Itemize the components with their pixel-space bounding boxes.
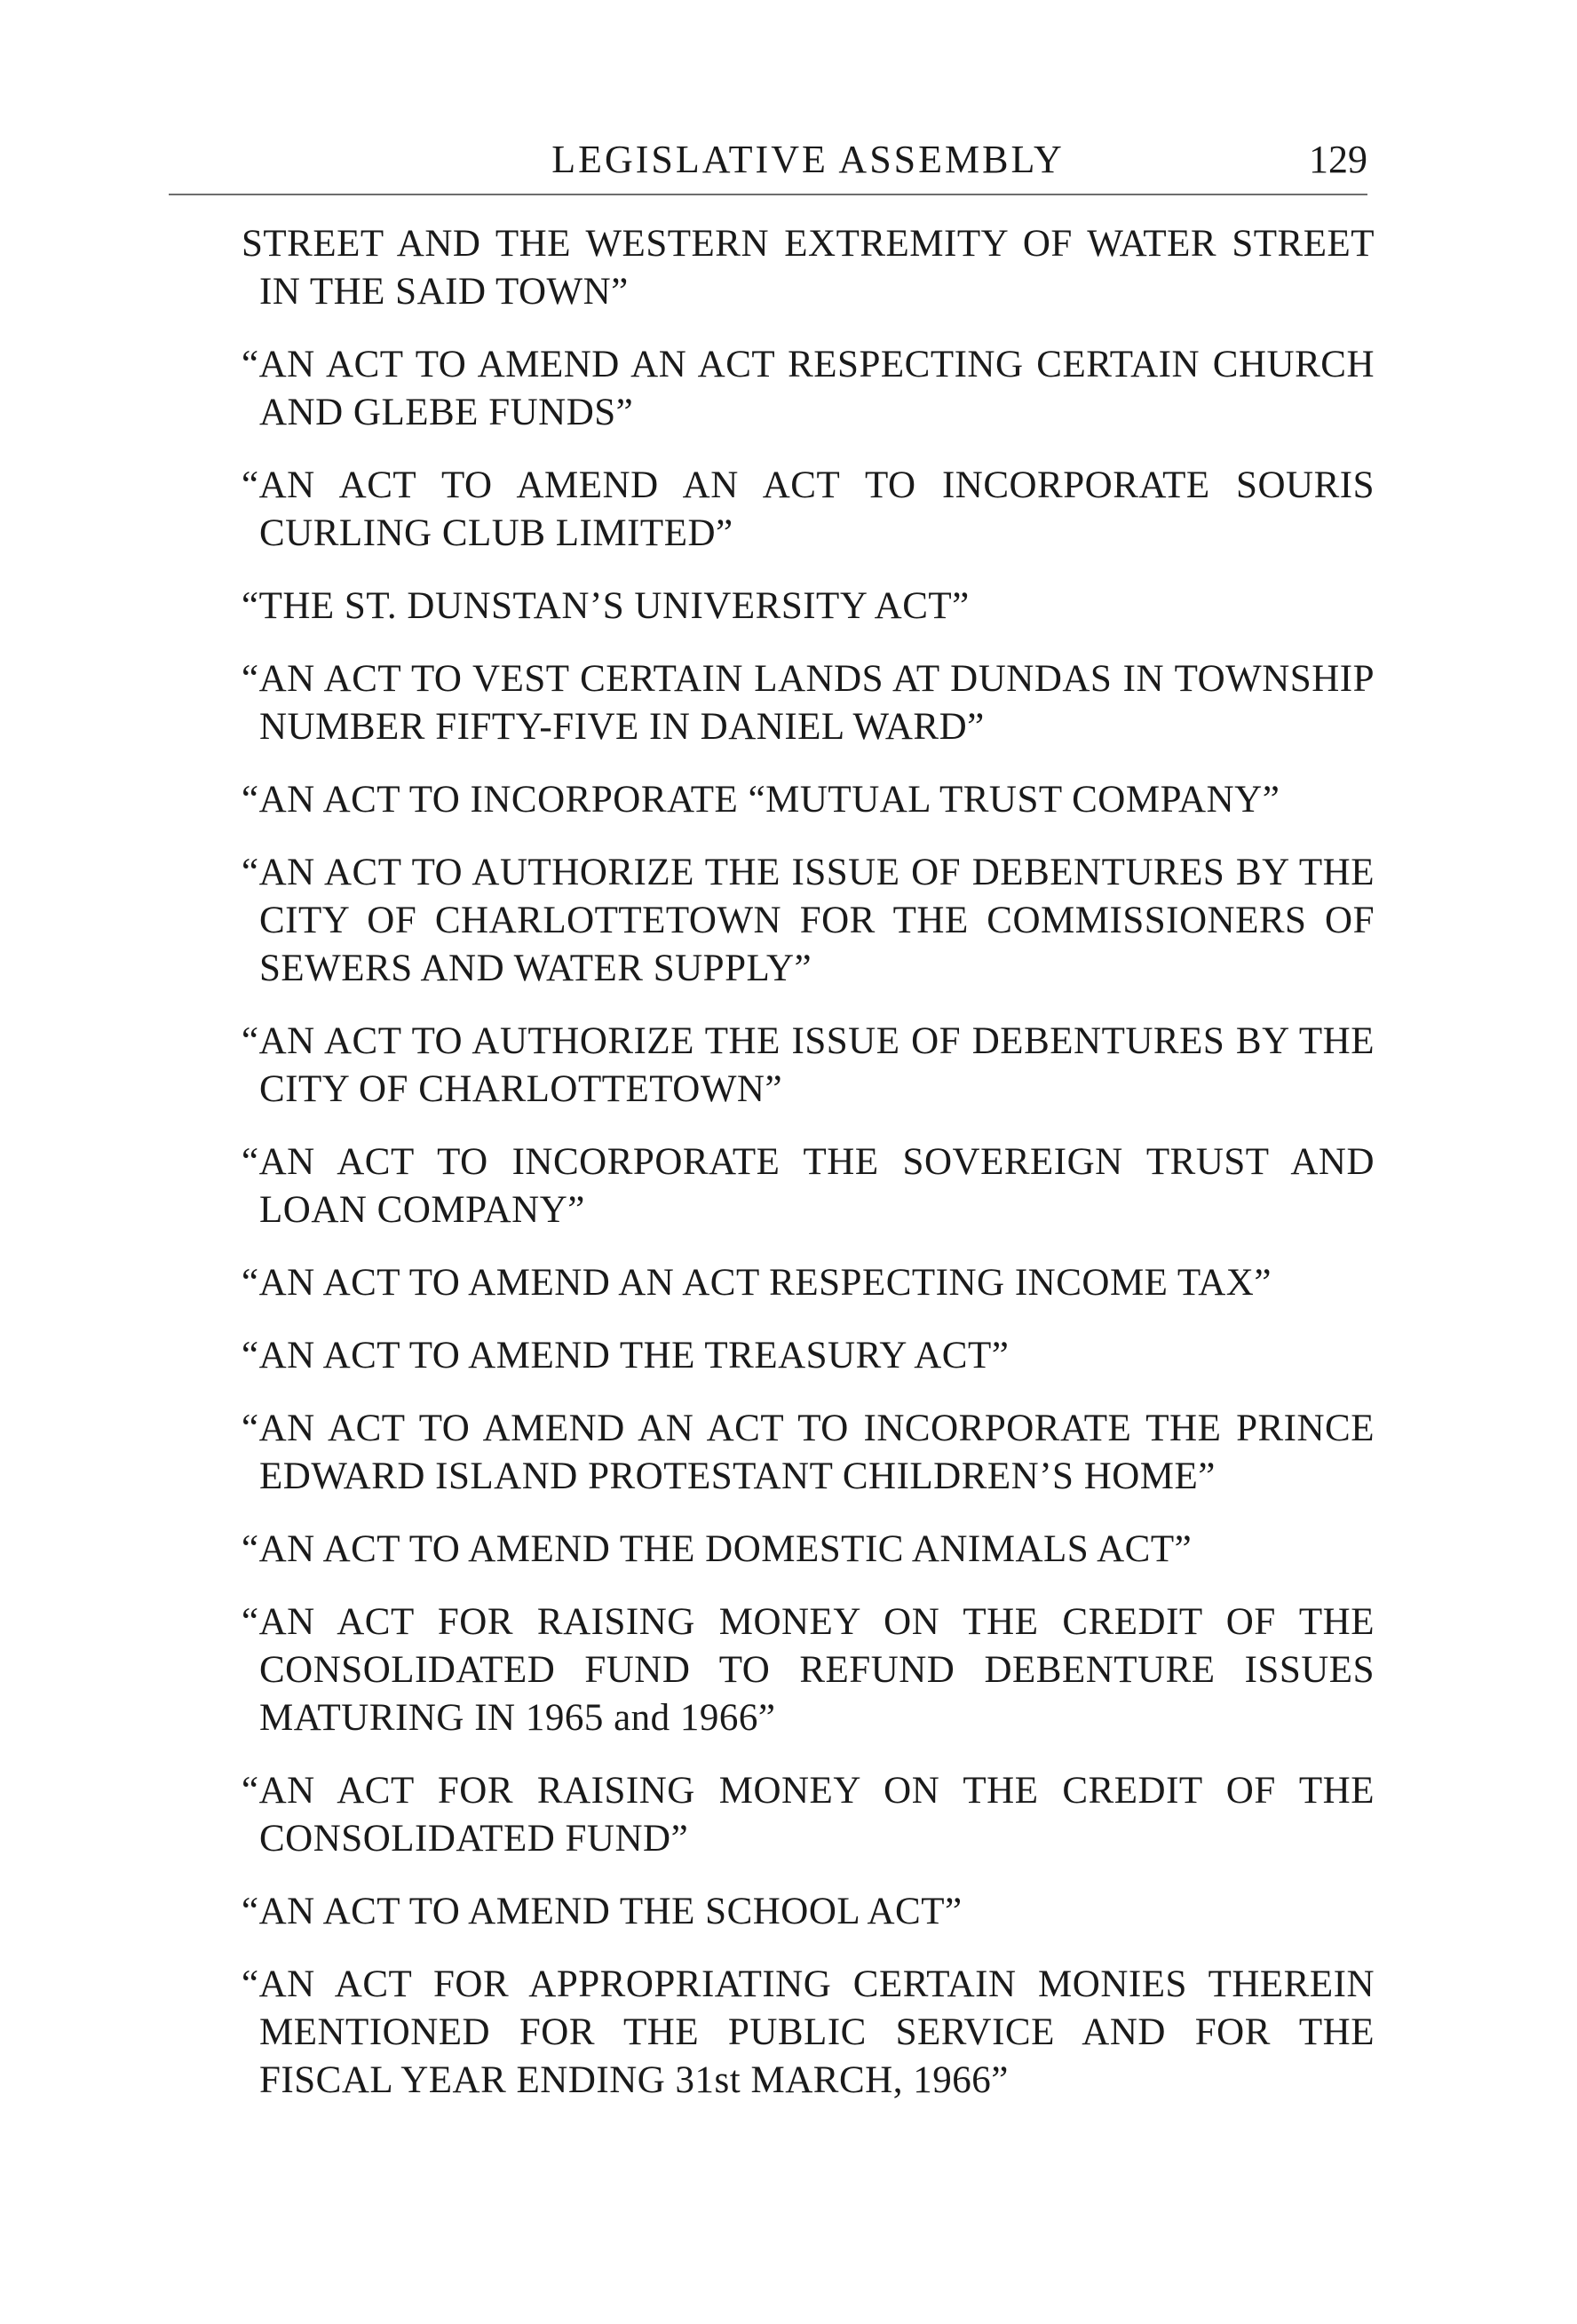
act-entry: “AN ACT TO AUTHORIZE THE ISSUE OF DEBENTURES BY THE CITY OF CHARLOTTETOWN FOR THE COMMISSIONERS OF SEWERS AND WATER SUPPLY”: [242, 852, 1375, 989]
act-entry: “AN ACT TO AMEND AN ACT TO INCORPORATE THE PRINCE EDWARD ISLAND PROTESTANT CHILDREN’S HOME”: [242, 1408, 1375, 1497]
act-list: [242, 220, 1375, 2130]
header-title: LEGISLATIVE ASSEMBLY: [551, 138, 1065, 181]
act-entry: “AN ACT FOR APPROPRIATING CERTAIN MONIES THEREIN MENTIONED FOR THE PUBLIC SERVICE AND FOR THE FISCAL YEAR ENDING 31st MARCH, 1966”: [242, 1963, 1375, 2101]
act-entry: “AN ACT TO AMEND AN ACT TO INCORPORATE SOURIS CURLING CLUB LIMITED”: [242, 464, 1375, 554]
act-entry: “AN ACT TO AUTHORIZE THE ISSUE OF DEBENTURES BY THE CITY OF CHARLOTTETOWN”: [242, 1020, 1375, 1110]
page-number: 129: [1309, 138, 1367, 181]
running-header: [249, 133, 1367, 186]
act-entry: “AN ACT TO AMEND AN ACT RESPECTING INCOME TAX”: [242, 1262, 1272, 1304]
act-entry: “AN ACT TO VEST CERTAIN LANDS AT DUNDAS IN TOWNSHIP NUMBER FIFTY-FIVE IN DANIEL WARD”: [242, 658, 1375, 748]
act-entry: STREET AND THE WESTERN EXTREMITY OF WATER STREET IN THE SAID TOWN”: [242, 223, 1375, 313]
act-entry: “AN ACT TO AMEND THE TREASURY ACT”: [242, 1335, 1010, 1376]
act-entry: “AN ACT TO INCORPORATE THE SOVEREIGN TRUST AND LOAN COMPANY”: [242, 1141, 1375, 1231]
header-rule: [169, 194, 1367, 195]
act-entry: “AN ACT FOR RAISING MONEY ON THE CREDIT OF THE CONSOLIDATED FUND TO REFUND DEBENTURE ISSUES MATURING IN 1965 and 1966”: [242, 1601, 1375, 1739]
act-entry: “AN ACT TO AMEND AN ACT RESPECTING CERTAIN CHURCH AND GLEBE FUNDS”: [242, 344, 1375, 433]
act-entry: “THE ST. DUNSTAN’S UNIVERSITY ACT”: [242, 585, 970, 627]
act-entry: “AN ACT TO AMEND THE SCHOOL ACT”: [242, 1891, 963, 1932]
act-entry: “AN ACT FOR RAISING MONEY ON THE CREDIT OF THE CONSOLIDATED FUND”: [242, 1770, 1375, 1860]
act-entry: “AN ACT TO INCORPORATE “MUTUAL TRUST COMPANY”: [242, 779, 1280, 821]
act-entry: “AN ACT TO AMEND THE DOMESTIC ANIMALS ACT”: [242, 1528, 1193, 1570]
